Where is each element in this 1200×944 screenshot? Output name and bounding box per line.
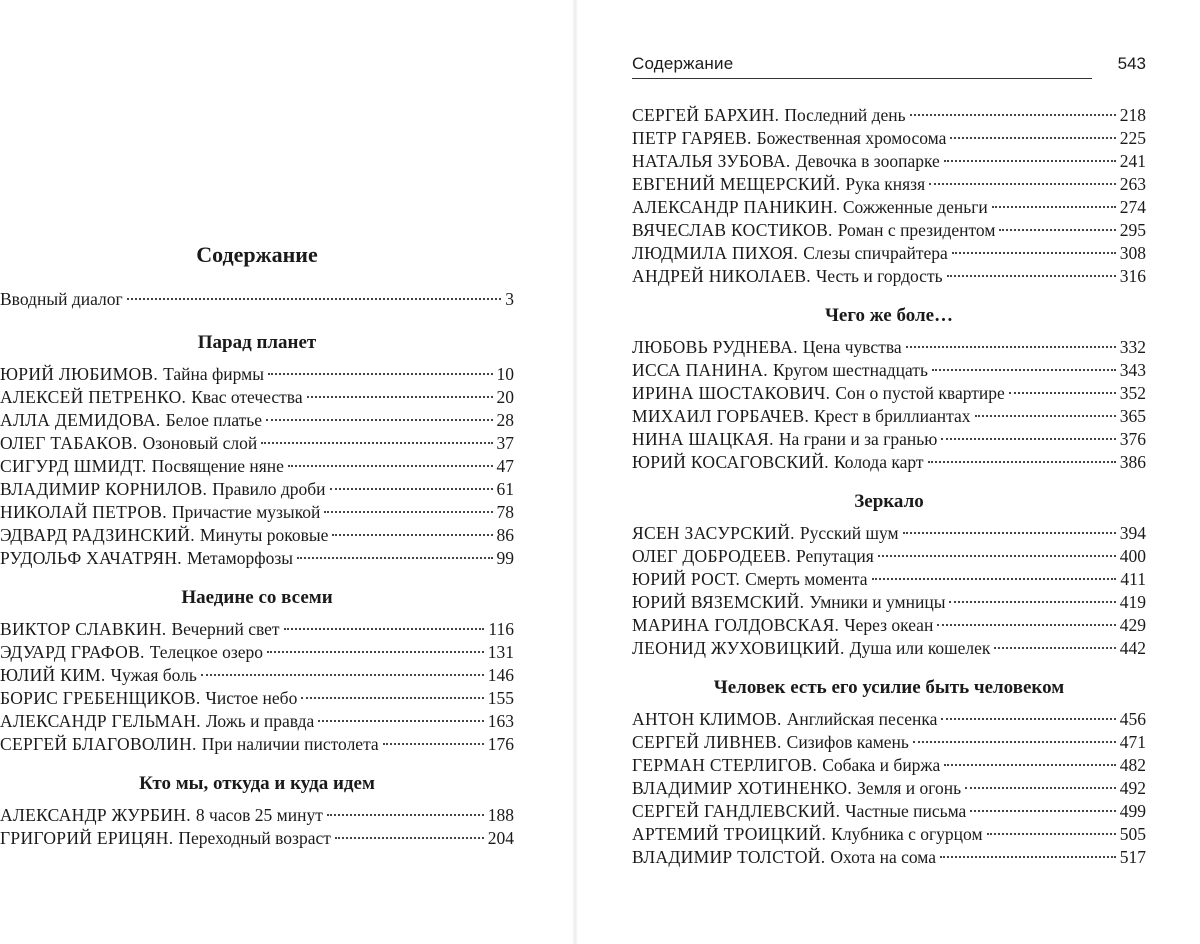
entry-page: 376	[1119, 429, 1146, 449]
dot-leader	[335, 837, 484, 839]
section-title: Зеркало	[854, 491, 924, 512]
entry-page: 429	[1119, 615, 1146, 635]
entry-author: СЕРГЕЙ БАРХИН.	[632, 105, 780, 125]
dot-leader	[950, 137, 1115, 139]
entry-page: 365	[1119, 406, 1146, 426]
entry-title: Телецкое озеро	[149, 642, 264, 662]
dot-leader	[261, 442, 492, 444]
dot-leader	[999, 229, 1115, 231]
entry-title: Чужая боль	[110, 665, 197, 685]
entry-page: 37	[496, 433, 514, 453]
toc-section	[632, 296, 1146, 474]
entry-title: Озоновый слой	[142, 433, 258, 453]
page-number: 543	[1117, 54, 1146, 73]
toc-entry[interactable]	[0, 664, 514, 687]
dot-leader	[332, 534, 492, 536]
entry-page: 332	[1119, 337, 1146, 357]
dot-leader	[941, 718, 1115, 720]
entry-title: Девочка в зоопарке	[795, 151, 940, 171]
dot-leader	[932, 369, 1116, 371]
entry-author: АЛЕКСАНДР ЖУРБИН.	[0, 805, 191, 825]
toc-entry[interactable]	[632, 708, 1146, 731]
running-head-title: Содержание	[632, 54, 734, 73]
toc-entry[interactable]	[0, 432, 514, 455]
entry-author: ОЛЕГ ТАБАКОВ.	[0, 433, 138, 453]
entry-title: Крест в бриллиантах	[814, 406, 971, 426]
entry-title: Чистое небо	[205, 688, 298, 708]
entry-title: Тайна фирмы	[163, 364, 264, 384]
dot-leader	[941, 438, 1115, 440]
toc-section	[0, 764, 514, 850]
dot-leader	[327, 814, 484, 816]
toc-entry[interactable]	[0, 804, 514, 827]
entry-page: 241	[1119, 151, 1146, 171]
left-toc-content	[0, 288, 514, 858]
toc-entry[interactable]	[632, 568, 1146, 591]
entry-author: ПЕТР ГАРЯЕВ.	[632, 128, 752, 148]
entry-page: 20	[496, 387, 514, 407]
toc-title: Содержание	[196, 242, 318, 267]
entry-author: ВЯЧЕСЛАВ КОСТИКОВ.	[632, 220, 833, 240]
entry-title: Минуты роковые	[199, 525, 329, 545]
entry-page: 176	[487, 734, 514, 754]
entry-page: 61	[496, 479, 514, 499]
entry-title: Роман с президентом	[837, 220, 996, 240]
section-title: Кто мы, откуда и куда идем	[139, 773, 375, 794]
entry-author: ЯСЕН ЗАСУРСКИЙ.	[632, 523, 795, 543]
entry-author: ГРИГОРИЙ ЕРИЦЯН.	[0, 828, 174, 848]
entry-page: 394	[1119, 523, 1146, 543]
toc-entry[interactable]	[632, 777, 1146, 800]
entry-title: Последний день	[784, 105, 906, 125]
dot-leader	[992, 206, 1116, 208]
dot-leader	[288, 465, 493, 467]
entry-page: 155	[487, 688, 514, 708]
dot-leader	[937, 624, 1115, 626]
toc-entry[interactable]	[0, 641, 514, 664]
toc-entry[interactable]	[0, 386, 514, 409]
toc-entry[interactable]	[0, 455, 514, 478]
toc-entry[interactable]	[632, 545, 1146, 568]
toc-section	[0, 323, 514, 570]
entry-author: ЛЮБОВЬ РУДНЕВА.	[632, 337, 798, 357]
toc-section	[632, 482, 1146, 660]
entry-title: Английская песенка	[786, 709, 938, 729]
entry-author: ЕВГЕНИЙ МЕЩЕРСКИЙ.	[632, 174, 841, 194]
toc-entry[interactable]	[632, 614, 1146, 637]
entry-author: СЕРГЕЙ ЛИВНЕВ.	[632, 732, 782, 752]
entry-title: Ложь и правда	[205, 711, 315, 731]
dot-leader	[324, 511, 492, 513]
running-head-rule	[632, 78, 1092, 79]
dot-leader	[929, 183, 1116, 185]
toc-section	[0, 578, 514, 756]
dot-leader	[307, 396, 493, 398]
entry-title: Вводный диалог	[0, 289, 123, 309]
entry-title: Рука князя	[845, 174, 926, 194]
entry-page: 99	[496, 548, 514, 568]
dot-leader	[940, 856, 1116, 858]
toc-entry[interactable]	[632, 522, 1146, 545]
entry-title: При наличии пистолета	[201, 734, 379, 754]
entry-title: Метаморфозы	[186, 548, 293, 568]
entry-title: Охота на сома	[830, 847, 937, 867]
toc-entry[interactable]	[632, 800, 1146, 823]
toc-entry[interactable]	[632, 823, 1146, 846]
entry-author: ЭДУАРД ГРАФОВ.	[0, 642, 145, 662]
dot-leader	[913, 741, 1116, 743]
entry-page: 505	[1119, 824, 1146, 844]
entry-author: ЮЛИЙ КИМ.	[0, 665, 106, 685]
toc-section	[632, 668, 1146, 869]
entry-title: На грани и за гранью	[778, 429, 938, 449]
entry-title: Белое платье	[165, 410, 263, 430]
dot-leader	[284, 628, 485, 630]
dot-leader	[201, 674, 484, 676]
dot-leader	[928, 461, 1116, 463]
entry-title: Вечерний свет	[171, 619, 280, 639]
entry-author: ЛЮДМИЛА ПИХОЯ.	[632, 243, 799, 263]
entry-author: ЮРИЙ КОСАГОВСКИЙ.	[632, 452, 829, 472]
toc-entry[interactable]	[632, 382, 1146, 405]
entry-page: 188	[487, 805, 514, 825]
entry-author: ЮРИЙ ВЯЗЕМСКИЙ.	[632, 592, 805, 612]
entry-author: ЭДВАРД РАДЗИНСКИЙ.	[0, 525, 195, 545]
dot-leader	[127, 298, 502, 300]
left-sections	[0, 323, 514, 850]
entry-author: ВЛАДИМИР ХОТИНЕНКО.	[632, 778, 853, 798]
toc-entry[interactable]	[632, 173, 1146, 196]
entry-page: 78	[496, 502, 514, 522]
dot-leader	[910, 114, 1116, 116]
dot-leader	[944, 764, 1115, 766]
right-sections	[632, 104, 1146, 877]
toc-entry[interactable]	[632, 104, 1146, 127]
toc-entry[interactable]	[632, 336, 1146, 359]
entry-title: Собака и биржа	[822, 755, 941, 775]
running-head	[632, 54, 1146, 80]
dot-leader	[944, 160, 1116, 162]
entry-author: ГЕРМАН СТЕРЛИГОВ.	[632, 755, 818, 775]
entry-author: ОЛЕГ ДОБРОДЕЕВ.	[632, 546, 792, 566]
entry-title: Земля и огонь	[857, 778, 962, 798]
dot-leader	[266, 419, 492, 421]
entry-page: 131	[487, 642, 514, 662]
entry-page: 482	[1119, 755, 1146, 775]
entry-author: СЕРГЕЙ БЛАГОВОЛИН.	[0, 734, 197, 754]
toc-entry[interactable]	[632, 359, 1146, 382]
entry-title: Клубника с огурцом	[831, 824, 983, 844]
dot-leader	[1009, 392, 1116, 394]
dot-leader	[947, 275, 1116, 277]
dot-leader	[975, 415, 1116, 417]
entry-title: Причастие музыкой	[171, 502, 321, 522]
dot-leader	[970, 810, 1115, 812]
dot-leader	[906, 346, 1116, 348]
toc-entry-intro[interactable]	[0, 288, 514, 311]
entry-author: ВЛАДИМИР КОРНИЛОВ.	[0, 479, 208, 499]
toc-entry[interactable]	[632, 428, 1146, 451]
entry-author: ЮРИЙ ЛЮБИМОВ.	[0, 364, 159, 384]
entry-title: Кругом шестнадцать	[772, 360, 928, 380]
entry-title: Квас отечества	[191, 387, 303, 407]
entry-title: Через океан	[844, 615, 934, 635]
entry-title: Русский шум	[799, 523, 899, 543]
entry-title: Цена чувства	[802, 337, 902, 357]
entry-page: 263	[1119, 174, 1146, 194]
entry-author: АЛЕКСЕЙ ПЕТРЕНКО.	[0, 387, 187, 407]
entry-page: 400	[1119, 546, 1146, 566]
entry-page: 86	[496, 525, 514, 545]
entry-author: АЛЕКСАНДР ГЕЛЬМАН.	[0, 711, 201, 731]
entry-title: Слезы спичрайтера	[803, 243, 948, 263]
entry-title: Частные письма	[845, 801, 967, 821]
entry-title: Сожженные деньги	[842, 197, 988, 217]
entry-page: 456	[1119, 709, 1146, 729]
entry-title: Душа или кошелек	[849, 638, 991, 658]
section-title: Парад планет	[197, 332, 317, 353]
toc-entry[interactable]	[0, 687, 514, 710]
entry-author: ВЛАДИМИР ТОЛСТОЙ.	[632, 847, 826, 867]
dot-leader	[949, 601, 1115, 603]
entry-title: Переходный возраст	[178, 828, 331, 848]
entry-page: 146	[487, 665, 514, 685]
toc-entry[interactable]	[632, 127, 1146, 150]
toc-entry[interactable]	[0, 501, 514, 524]
toc-entry[interactable]	[632, 196, 1146, 219]
entry-page: 386	[1119, 452, 1146, 472]
toc-entry[interactable]	[632, 405, 1146, 428]
entry-page: 47	[496, 456, 514, 476]
dot-leader	[330, 488, 493, 490]
entry-page: 163	[487, 711, 514, 731]
toc-entry[interactable]	[632, 451, 1146, 474]
dot-leader	[965, 787, 1116, 789]
entry-page: 225	[1119, 128, 1146, 148]
entry-author: НИКОЛАЙ ПЕТРОВ.	[0, 502, 167, 522]
section-title: Чего же боле…	[824, 305, 954, 326]
entry-title: Умники и умницы	[809, 592, 946, 612]
entry-title: Честь и гордость	[815, 266, 943, 286]
toc-entry[interactable]	[632, 219, 1146, 242]
entry-title: Сон о пустой квартире	[835, 383, 1005, 403]
toc-entry[interactable]	[632, 242, 1146, 265]
toc-entry[interactable]	[632, 637, 1146, 660]
entry-author: РУДОЛЬФ ХАЧАТРЯН.	[0, 548, 182, 568]
dot-leader	[318, 720, 483, 722]
dot-leader	[872, 578, 1117, 580]
entry-author: МАРИНА ГОЛДОВСКАЯ.	[632, 615, 840, 635]
toc-entry[interactable]	[0, 409, 514, 432]
entry-author: ЛЕОНИД ЖУХОВИЦКИЙ.	[632, 638, 845, 658]
entry-page: 316	[1119, 266, 1146, 286]
entry-page: 295	[1119, 220, 1146, 240]
dot-leader	[297, 557, 493, 559]
toc-section	[632, 104, 1146, 288]
entry-author: АРТЕМИЙ ТРОИЦКИЙ.	[632, 824, 827, 844]
entry-page: 10	[496, 364, 514, 384]
entry-page: 442	[1119, 638, 1146, 658]
entry-author: БОРИС ГРЕБЕНЩИКОВ.	[0, 688, 201, 708]
entry-page: 116	[488, 619, 514, 639]
toc-entry[interactable]	[632, 754, 1146, 777]
entry-page: 3	[505, 289, 514, 309]
dot-leader	[994, 647, 1115, 649]
entry-title: Колода карт	[834, 452, 924, 472]
entry-title: Сизифов камень	[786, 732, 909, 752]
dot-leader	[268, 373, 493, 375]
dot-leader	[878, 555, 1116, 557]
entry-page: 274	[1119, 197, 1146, 217]
entry-author: НИНА ШАЦКАЯ.	[632, 429, 774, 449]
toc-entry[interactable]	[632, 591, 1146, 614]
dot-leader	[383, 743, 484, 745]
toc-entry[interactable]	[0, 478, 514, 501]
entry-page: 204	[487, 828, 514, 848]
toc-entry[interactable]	[0, 363, 514, 386]
toc-entry[interactable]	[632, 265, 1146, 288]
entry-page: 517	[1119, 847, 1146, 867]
entry-title: Посвящение няне	[151, 456, 284, 476]
entry-title: Репутация	[796, 546, 874, 566]
toc-entry[interactable]	[632, 150, 1146, 173]
entry-page: 352	[1119, 383, 1146, 403]
entry-author: АЛЛА ДЕМИДОВА.	[0, 410, 161, 430]
entry-author: СЕРГЕЙ ГАНДЛЕВСКИЙ.	[632, 801, 841, 821]
toc-entry[interactable]	[0, 827, 514, 850]
section-title: Человек есть его усилие быть человеком	[713, 677, 1065, 698]
entry-author: АНДРЕЙ НИКОЛАЕВ.	[632, 266, 811, 286]
entry-author: СИГУРД ШМИДТ.	[0, 456, 147, 476]
dot-leader	[952, 252, 1116, 254]
dot-leader	[301, 697, 483, 699]
entry-author: МИХАИЛ ГОРБАЧЕВ.	[632, 406, 810, 426]
entry-title: Божественная хромосома	[756, 128, 947, 148]
dot-leader	[267, 651, 484, 653]
toc-entry[interactable]	[632, 846, 1146, 869]
toc-entry[interactable]	[0, 547, 514, 570]
entry-author: ВИКТОР СЛАВКИН.	[0, 619, 167, 639]
toc-entry[interactable]	[0, 710, 514, 733]
toc-entry[interactable]	[632, 731, 1146, 754]
entry-author: ЮРИЙ РОСТ.	[632, 569, 741, 589]
entry-page: 28	[496, 410, 514, 430]
entry-author: АНТОН КЛИМОВ.	[632, 709, 782, 729]
dot-leader	[903, 532, 1116, 534]
entry-page: 308	[1119, 243, 1146, 263]
toc-entry[interactable]	[0, 733, 514, 756]
entry-page: 471	[1119, 732, 1146, 752]
entry-title: Правило дроби	[212, 479, 326, 499]
entry-author: ИССА ПАНИНА.	[632, 360, 768, 380]
entry-page: 419	[1119, 592, 1146, 612]
entry-page: 492	[1119, 778, 1146, 798]
entry-page: 218	[1119, 105, 1146, 125]
entry-page: 411	[1120, 569, 1146, 589]
section-title: Наедине со всеми	[181, 587, 333, 608]
entry-author: АЛЕКСАНДР ПАНИКИН.	[632, 197, 838, 217]
entry-title: Смерть момента	[745, 569, 868, 589]
book-gutter	[572, 0, 578, 944]
entry-author: НАТАЛЬЯ ЗУБОВА.	[632, 151, 791, 171]
toc-entry[interactable]	[0, 618, 514, 641]
entry-page: 343	[1119, 360, 1146, 380]
entry-page: 499	[1119, 801, 1146, 821]
dot-leader	[987, 833, 1116, 835]
entry-title: 8 часов 25 минут	[195, 805, 323, 825]
entry-author: ИРИНА ШОСТАКОВИЧ.	[632, 383, 831, 403]
toc-entry[interactable]	[0, 524, 514, 547]
